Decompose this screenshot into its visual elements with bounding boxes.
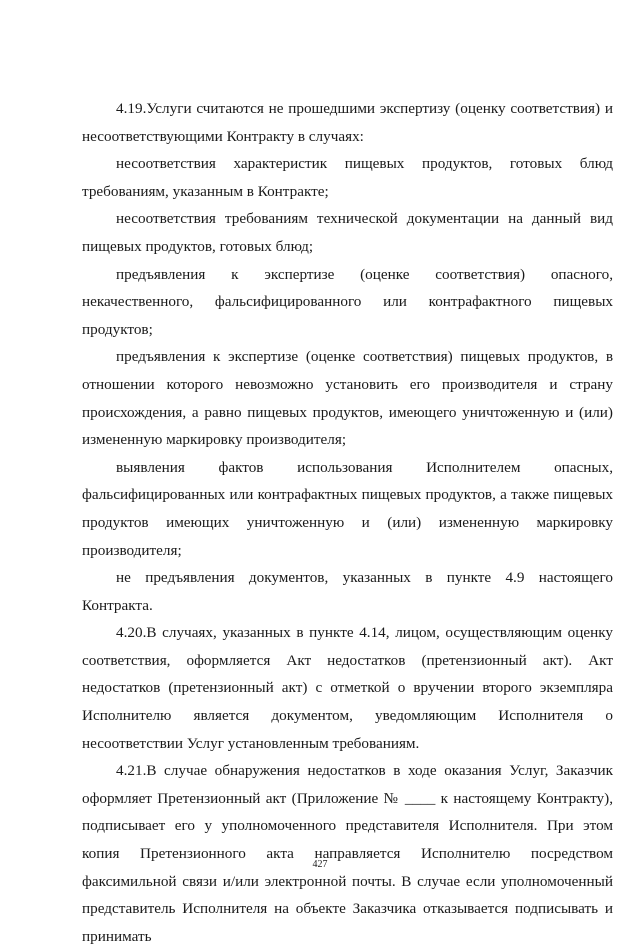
paragraph-4-21: 4.21.В случае обнаружения недостатков в ходе оказания Услуг, Заказчик оформляет Претензионный акт (Приложение № ____ к настоящему Контракту), подписывает его у уполномоченного представителя Исполнителя. При этом копия Претензионного акта направляется Исполнителю посредством факсимильной связи и/или электронной почты. В случае если уполномоченный представитель Исполнителя на объекте Заказчика отказывается подписывать и принимать bbox=[82, 762, 613, 945]
paragraph-4-19: 4.19.Услуги считаются не прошедшими экспертизу (оценку соответствия) и несоответствующими Контракту в случаях: bbox=[82, 100, 613, 145]
paragraph-item-characteristics: несоответствия характеристик пищевых продуктов, готовых блюд требованиям, указанным в Контракте; bbox=[82, 155, 613, 200]
paragraph-item-missing-documents: не предъявления документов, указанных в пункте 4.9 настоящего Контракта. bbox=[82, 569, 613, 614]
paragraph-item-unknown-producer: предъявления к экспертизе (оценке соответствия) пищевых продуктов, в отношении которого невозможно установить его производителя и страну происхождения, а равно пищевых продуктов, имеющего уничтоженную и (или) измененную маркировку производителя; bbox=[82, 348, 613, 449]
paragraph-4-20: 4.20.В случаях, указанных в пункте 4.14, лицом, осуществляющим оценку соответствия, оформляется Акт недостатков (претензионный акт). Акт недостатков (претензионный акт) с отметкой о вручении второго экземпляра Исполнителю является документом, уведомляющим Исполнителя о несоответствии Услуг установленным требованиям. bbox=[82, 624, 613, 752]
paragraph-item-dangerous-products: предъявления к экспертизе (оценке соответствия) опасного, некачественного, фальсифицированного или контрафактного пищевых продуктов; bbox=[82, 265, 613, 338]
paragraph-item-technical-docs: несоответствия требованиям технической документации на данный вид пищевых продуктов, готовых блюд; bbox=[82, 210, 613, 255]
document-body bbox=[82, 95, 613, 950]
paragraph-item-counterfeit-usage: выявления фактов использования Исполнителем опасных, фальсифицированных или контрафактных пищевых продуктов, а также пищевых продуктов имеющих уничтоженную и (или) измененную маркировку производителя; bbox=[82, 458, 613, 559]
page-number: 427 bbox=[312, 859, 328, 870]
